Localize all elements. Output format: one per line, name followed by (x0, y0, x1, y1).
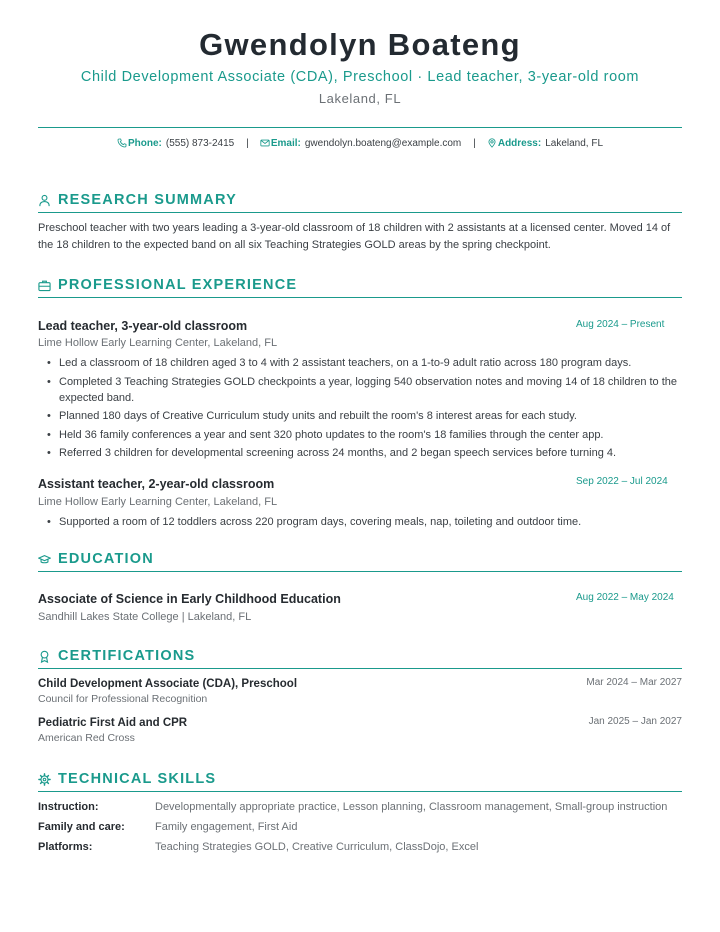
job-organization: Lime Hollow Early Learning Center, Lakeland, FL (38, 337, 278, 349)
skill-value: Family engagement, First Aid (155, 821, 298, 833)
skill-label: Family and care: (38, 821, 125, 833)
job-title: Lead teacher, 3-year-old classroom (38, 319, 248, 333)
header-location: Lakeland, FL (318, 91, 402, 106)
section-research-summary (38, 191, 682, 213)
headline: Child Development Associate (CDA), Preschool · Lead teacher, 3-year-old room (80, 69, 640, 85)
section-divider (38, 297, 682, 298)
certification-dates: Jan 2025 – Jan 2027 (588, 716, 682, 727)
section-title: RESEARCH SUMMARY (58, 192, 237, 208)
section-certifications (38, 647, 682, 669)
phone-label: Phone: (127, 138, 162, 149)
email-value: gwendolyn.boateng@example.com (304, 138, 462, 149)
phone-icon (117, 138, 127, 148)
award-ribbon-icon (38, 650, 51, 663)
skill-row (38, 799, 684, 815)
section-divider (38, 791, 682, 792)
certification-dates: Mar 2024 – Mar 2027 (586, 677, 682, 688)
mail-icon (260, 138, 270, 148)
summary-text: Preschool teacher with two years leading a 3-year-old classroom of 18 children with 2 assistants at a licensed center. Moved 14 of the 18 children to the expected band on all six Teaching Strategies GOLD areas by the spring checkpoint. (38, 222, 671, 251)
person-icon (38, 194, 51, 207)
list-item: • Held 36 family conferences a year and sent 320 photo updates to the room's 18 families through the center app. (38, 427, 684, 443)
certification-name: Child Development Associate (CDA), Preschool (38, 678, 298, 690)
certification-issuer: Council for Professional Recognition (38, 693, 208, 705)
graduation-cap-icon (38, 553, 51, 566)
section-divider (38, 668, 682, 669)
list-item: • Supported a room of 12 toddlers across 220 program days, covering meals, nap, toileting and outdoor time. (38, 514, 684, 530)
section-title: CERTIFICATIONS (58, 648, 196, 664)
job-title: Assistant teacher, 2-year-old classroom (38, 477, 275, 491)
list-item: • Planned 180 days of Creative Curriculum study units and rebuilt the room's 8 interest areas for each study. (38, 408, 684, 424)
job-bullets (38, 355, 684, 464)
skill-row (38, 819, 684, 835)
contact-phone (117, 137, 234, 151)
contact-email (260, 137, 461, 151)
contact-address (487, 137, 603, 151)
address-value: Lakeland, FL (545, 138, 604, 149)
address-label: Address: (497, 138, 542, 149)
list-item: • Led a classroom of 18 children aged 3 to 4 with 2 assistant teachers, on a 1-to-9 adult ratio across 180 program days. (38, 355, 684, 371)
section-title: EDUCATION (58, 551, 154, 567)
section-title: TECHNICAL SKILLS (58, 771, 217, 787)
certification-name: Pediatric First Aid and CPR (38, 717, 188, 729)
school-name: Sandhill Lakes State College | Lakeland, FL (38, 611, 252, 623)
candidate-name: Gwendolyn Boateng (199, 27, 521, 62)
section-professional-experience (38, 276, 682, 298)
phone-value: (555) 873-2415 (165, 138, 235, 149)
email-label: Email: (270, 138, 301, 149)
contact-bar (0, 137, 720, 151)
section-education (38, 550, 682, 572)
skill-label: Platforms: (38, 841, 93, 853)
job-organization: Lime Hollow Early Learning Center, Lakeland, FL (38, 496, 278, 508)
map-pin-icon (487, 138, 497, 148)
section-divider (38, 571, 682, 572)
education-dates: Aug 2022 – May 2024 (576, 592, 674, 603)
list-item: • Referred 3 children for developmental screening across 24 months, and 2 began speech services before turning 4. (38, 445, 684, 461)
section-technical-skills (38, 770, 682, 792)
briefcase-icon (38, 279, 51, 292)
skill-value: Teaching Strategies GOLD, Creative Curriculum, ClassDojo, Excel (155, 841, 479, 853)
section-divider (38, 212, 682, 213)
header-divider (38, 127, 682, 128)
job-dates: Aug 2024 – Present (576, 319, 665, 330)
contact-separator: | (246, 138, 249, 149)
list-item: • Completed 3 Teaching Strategies GOLD checkpoints a year, logging 540 observation notes and moving 14 of 18 children to the expected band. (38, 374, 684, 406)
job-bullets (38, 514, 684, 533)
skill-row (38, 839, 684, 855)
skill-value: Developmentally appropriate practice, Lesson planning, Classroom management, Small-group instruction (155, 801, 668, 813)
gear-icon (38, 773, 51, 786)
job-dates: Sep 2022 – Jul 2024 (576, 476, 668, 487)
skill-label: Instruction: (38, 801, 99, 813)
section-title: PROFESSIONAL EXPERIENCE (58, 277, 298, 293)
contact-separator: | (473, 138, 476, 149)
degree-title: Associate of Science in Early Childhood Education (38, 592, 341, 606)
certification-issuer: American Red Cross (38, 732, 135, 744)
